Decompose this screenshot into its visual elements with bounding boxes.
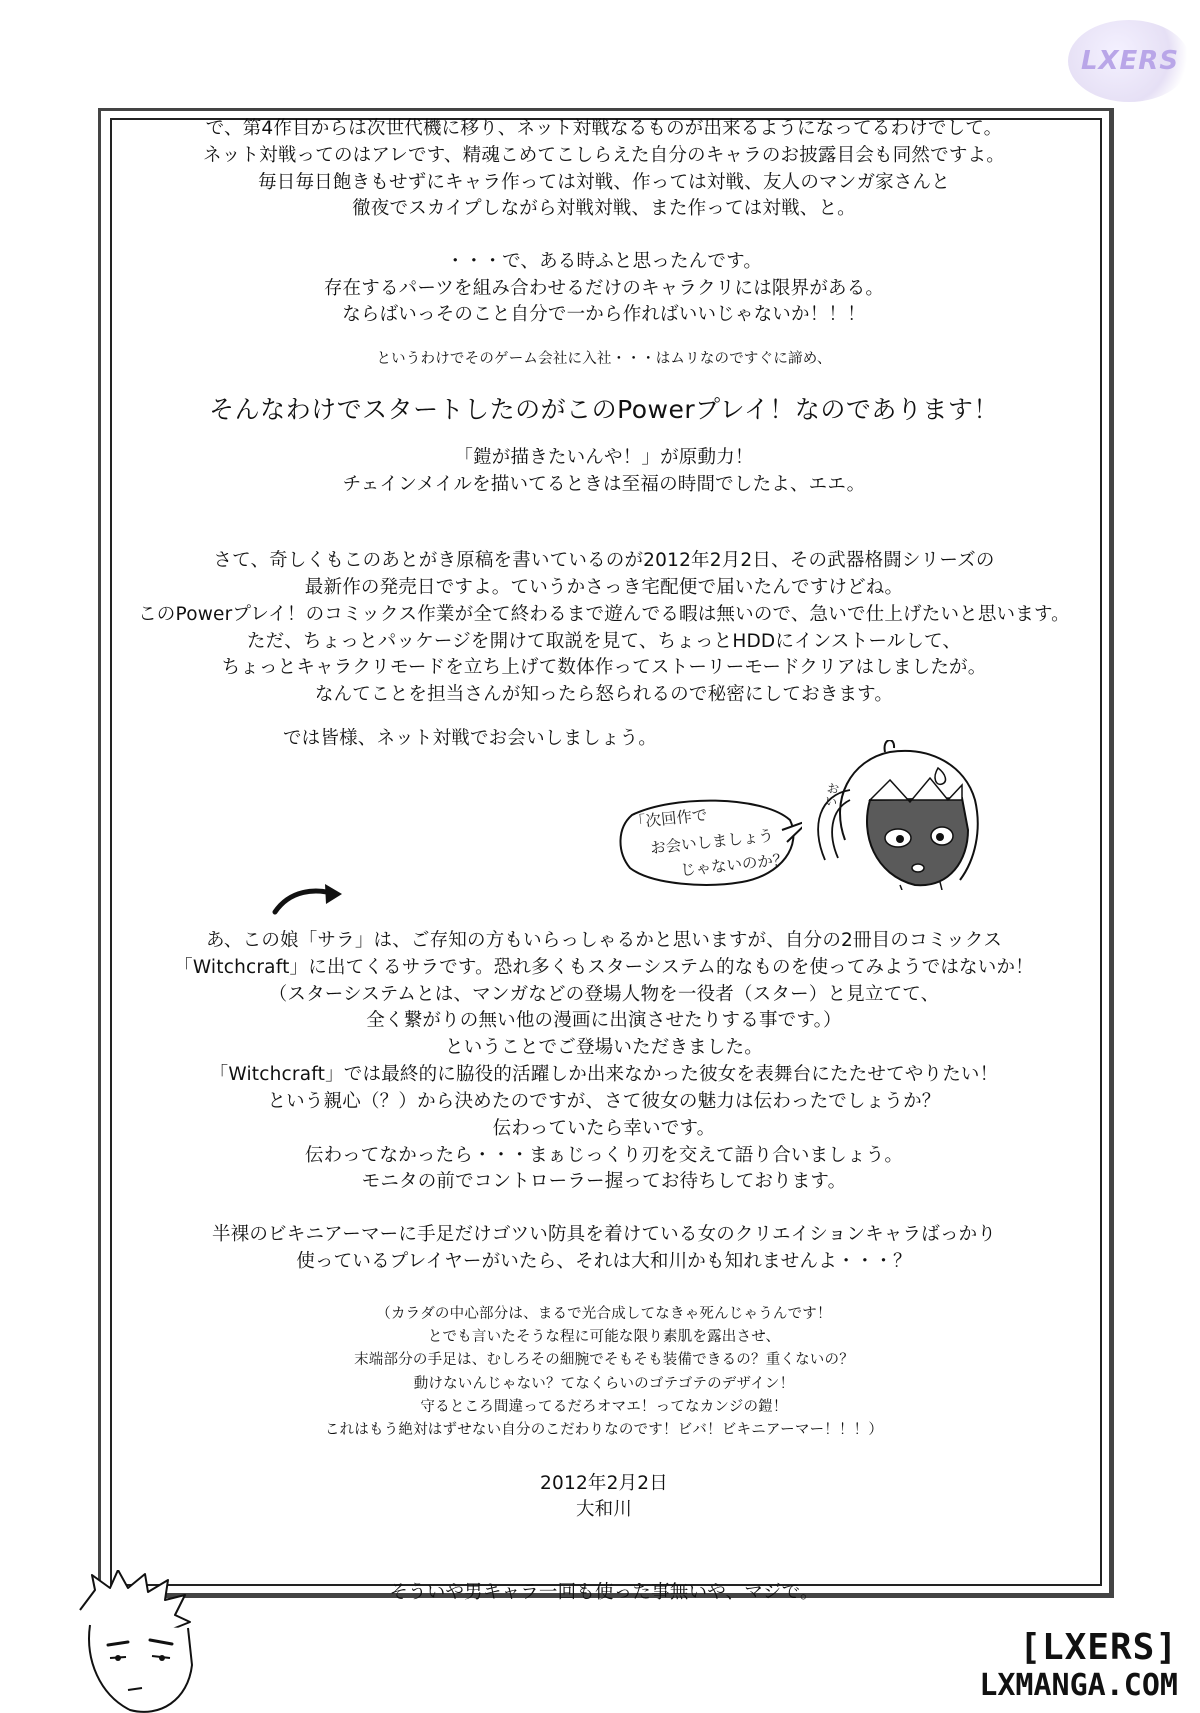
text-line: という親心（？）から決めたのですが、さて彼女の魅力は伝わったでしょうか？ — [267, 1091, 941, 1112]
text-line: 「Witchcraft」では最終的に脇役的活躍しか出来なかった彼女を表舞台にたたせてやりたい！ — [209, 1064, 999, 1085]
text-line: 「Witchcraft」に出てくるサラです。恐れ多くもスターシステム的なものを使ってみようではないか！ — [174, 957, 1034, 978]
text-line: ・・・で、ある時ふと思ったんです。 — [445, 251, 763, 272]
character-illustration — [790, 740, 1040, 890]
speech-bubble-line: じゃないのか？ — [679, 850, 790, 880]
aside-exclamation: おい — [824, 781, 840, 810]
speech-bubble-line: お会いしましょう — [649, 826, 775, 858]
text-line-small: 末端部分の手足は、むしろその細腕でそもそも装備できるの？重くないの？ — [354, 1352, 854, 1368]
text-line-small: とでも言いたそうな程に可能な限り素肌を露出させ、 — [427, 1329, 781, 1345]
text-line: 半裸のビキニアーマーに手足だけゴツい防具を着けている女のクリエイションキャラばっかり — [211, 1224, 997, 1245]
text-line: ネット対戦ってのはアレです、精魂こめてこしらえた自分のキャラのお披露目会も同然ですよ。 — [203, 145, 1005, 166]
text-line: そういや男キャラ一回も使った事無いや、マジで。 — [389, 1582, 819, 1603]
text-line: ならばいっそのこと自分で一から作ればいいじゃないか！！！ — [342, 304, 866, 325]
text-line: なんてことを担当さんが知ったら怒られるので秘密にしておきます。 — [314, 684, 894, 705]
text-line: チェインメイルを描いてるときは至福の時間でしたよ、エエ。 — [342, 474, 866, 495]
text-line: モニタの前でコントローラー握ってお待ちしております。 — [361, 1171, 847, 1192]
speech-bubble-line: 「次回作で — [629, 805, 709, 833]
watermark-site: LXMANGA.COM — [979, 1668, 1178, 1703]
text-line: 毎日毎日飽きもせずにキャラ作っては対戦、作っては対戦、友人のマンガ家さんと — [258, 172, 950, 193]
headline: そんなわけでスタートしたのがこのPowerプレイ！なのであります！ — [209, 395, 999, 424]
text-line: では皆様、ネット対戦でお会いしましょう。 — [282, 728, 657, 749]
watermark-brand: [LXERS] — [1019, 1627, 1178, 1668]
text-line-small: （カラダの中心部分は、まるで光合成してなきゃ死んじゃうんです！ — [376, 1306, 832, 1322]
text-line: 「鎧が描きたいんや！」が原動力！ — [454, 447, 754, 468]
text-line: ちょっとキャラクリモードを立ち上げて数体作ってストーリーモードクリアはしましたが。 — [221, 657, 987, 678]
text-line-small: というわけでそのゲーム会社に入社・・・はムリなのですぐに諦め、 — [376, 351, 832, 367]
arrow-icon — [270, 880, 350, 920]
site-logo: LXERS — [1080, 46, 1180, 76]
text-line: 使っているプレイヤーがいたら、それは大和川かも知れませんよ・・・？ — [296, 1251, 912, 1272]
text-line: ただ、ちょっとパッケージを開けて取説を見て、ちょっとHDDにインストールして、 — [246, 631, 962, 652]
text-line: あ、この娘「サラ」は、ご存知の方もいらっしゃるかと思いますが、自分の2冊目のコミックス — [205, 930, 1003, 951]
text-line-small: これはもう絶対はずせない自分のこだわりなのです！ビバ！ビキニアーマー！！！） — [324, 1422, 884, 1438]
text-line: 伝わってなかったら・・・まぁじっくり刃を交えて語り合いましょう。 — [304, 1145, 904, 1166]
text-line: このPowerプレイ！のコミックス作業が全て終わるまで遊んでる暇は無いので、急いで仕上げたいと思います。 — [138, 604, 1070, 625]
text-line: 最新作の発売日ですよ。ていうかさっき宅配便で届いたんですけどね。 — [304, 577, 904, 598]
text-line: 伝わっていたら幸いです。 — [492, 1118, 716, 1139]
text-line: で、第4作目からは次世代機に移り、ネット対戦なるものが出来るようになってるわけでして。 — [205, 118, 1003, 139]
text-line: 存在するパーツを組み合わせるだけのキャラクリには限界がある。 — [323, 278, 885, 299]
male-character-illustration — [70, 1570, 220, 1713]
date-text: 2012年2月2日 — [540, 1473, 668, 1494]
text-line: ということでご登場いただきました。 — [445, 1037, 763, 1058]
text-line-small: 動けないんじゃない？てなくらいのゴテゴテのデザイン！ — [413, 1376, 795, 1392]
text-line: 全く繋がりの無い他の漫画に出演させたりする事です。） — [366, 1010, 842, 1031]
text-line: （スターシステムとは、マンガなどの登場人物を一役者（スター）と見立てて、 — [268, 984, 940, 1005]
text-line: 徹夜でスカイプしながら対戦対戦、また作っては対戦、と。 — [352, 198, 856, 219]
text-line: さて、奇しくもこのあとがき原稿を書いているのが2012年2月2日、その武器格闘シリーズの — [213, 550, 995, 571]
text-line-small: 守るところ間違ってるだろオマエ！ってなカンジの鎧！ — [420, 1399, 788, 1415]
author-name: 大和川 — [575, 1499, 633, 1520]
